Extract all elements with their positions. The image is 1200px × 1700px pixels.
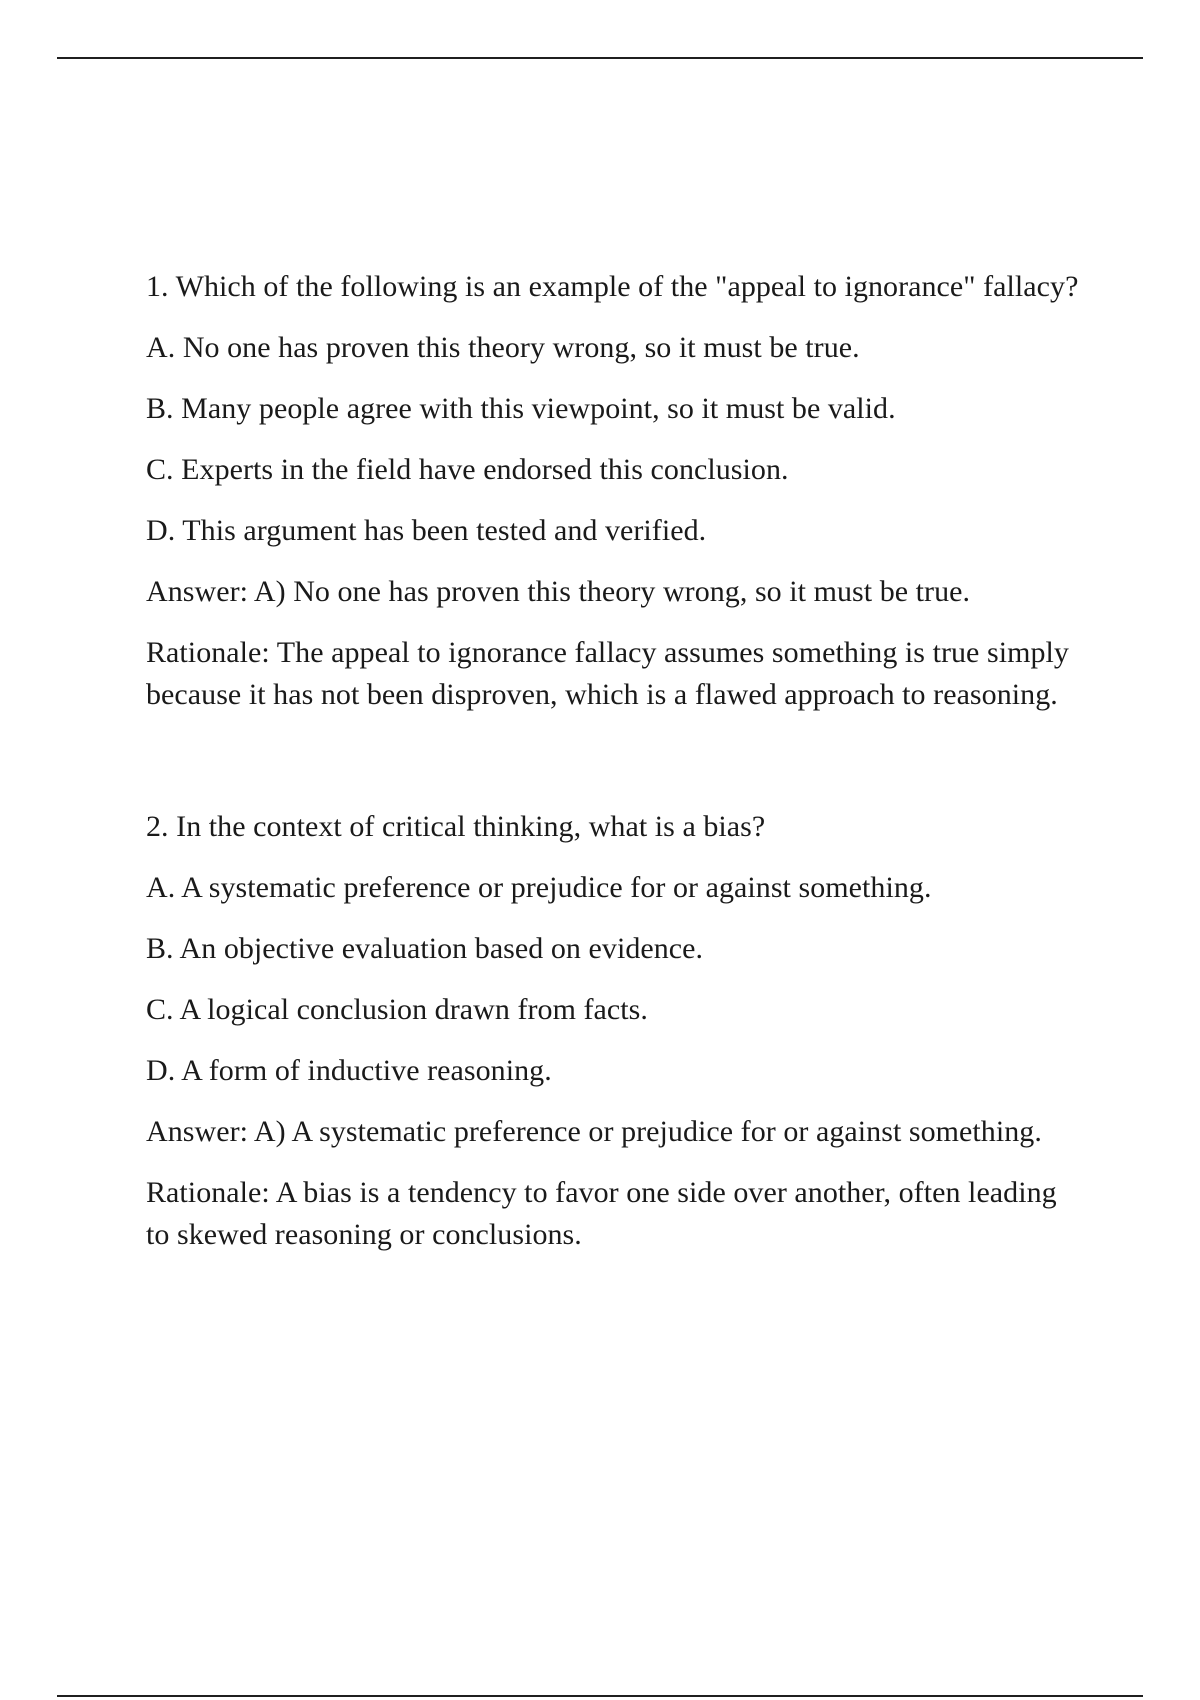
footer-rule xyxy=(57,1695,1143,1697)
question-1-text: 1. Which of the following is an example of the "appeal to ignorance" fallacy? xyxy=(146,270,1079,303)
header-rule xyxy=(57,57,1143,59)
question-2-rationale: Rationale: A bias is a tendency to favor one side over another, often leading to skewed reasoning or conclusions. xyxy=(146,1176,1057,1251)
question-1-rationale: Rationale: The appeal to ignorance fallacy assumes something is true simply because it has not been disproven, which is a flawed approach to reasoning. xyxy=(146,636,1069,711)
question-block-1 xyxy=(146,266,1086,716)
question-2-text: 2. In the context of critical thinking, what is a bias? xyxy=(146,810,766,843)
question-2-option-d: D. A form of inductive reasoning. xyxy=(146,1054,552,1087)
question-1-option-b: B. Many people agree with this viewpoint, so it must be valid. xyxy=(146,392,896,425)
question-2-answer: Answer: A) A systematic preference or prejudice for or against something. xyxy=(146,1115,1042,1148)
question-1-option-a: A. No one has proven this theory wrong, so it must be true. xyxy=(146,331,860,364)
question-2-option-b: B. An objective evaluation based on evidence. xyxy=(146,932,704,965)
question-1-option-d: D. This argument has been tested and verified. xyxy=(146,514,707,547)
document-body xyxy=(146,266,1086,1256)
question-2-option-c: C. A logical conclusion drawn from facts. xyxy=(146,993,648,1026)
question-1-option-c: C. Experts in the field have endorsed this conclusion. xyxy=(146,453,789,486)
question-block-2 xyxy=(146,806,1086,1256)
question-1-answer: Answer: A) No one has proven this theory wrong, so it must be true. xyxy=(146,575,971,608)
question-2-option-a: A. A systematic preference or prejudice for or against something. xyxy=(146,871,932,904)
